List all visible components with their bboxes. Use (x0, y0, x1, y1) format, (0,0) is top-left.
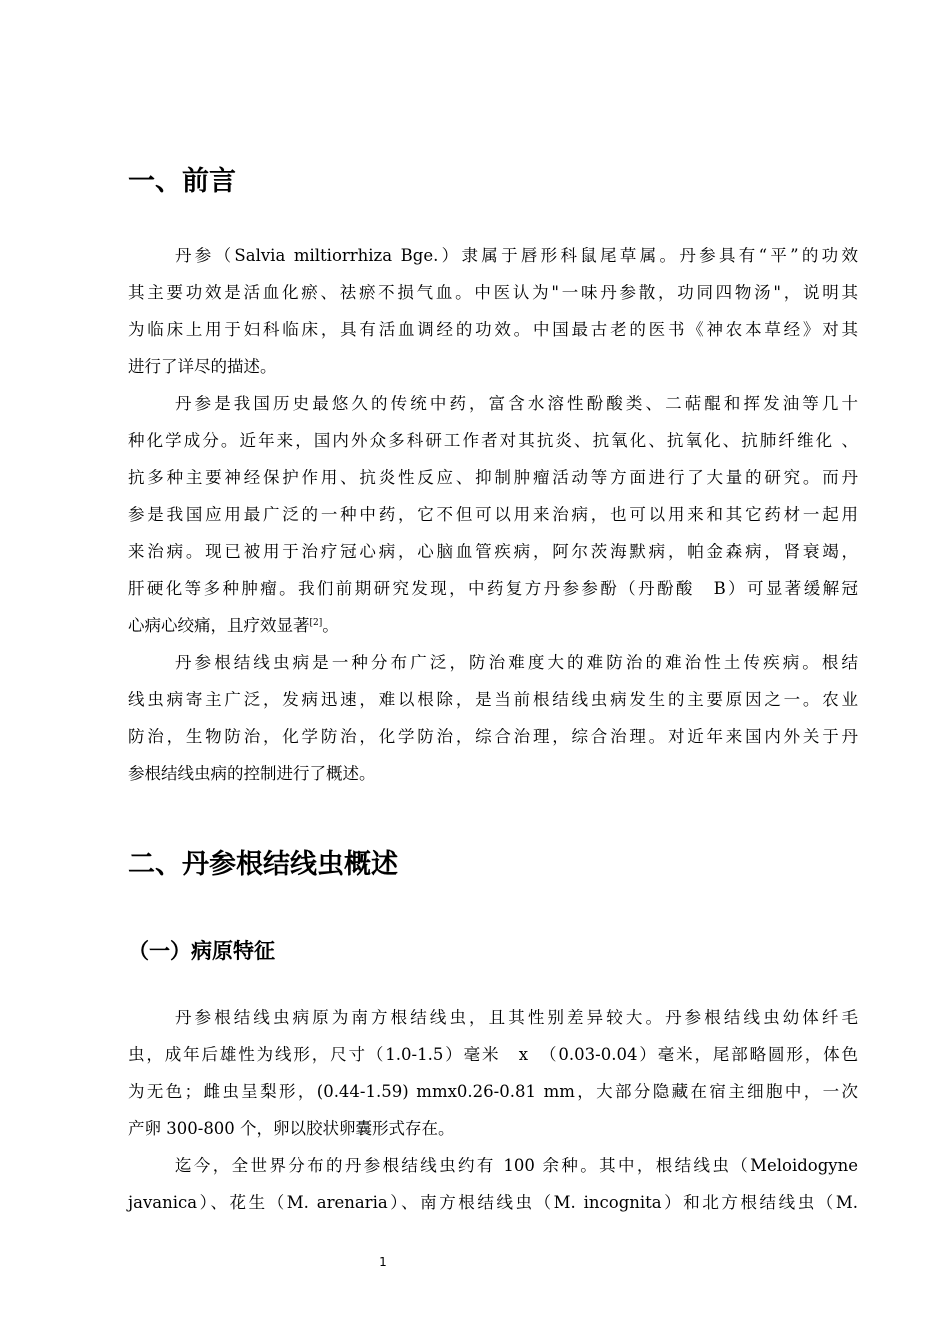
text-line: 抗多种主要神经保护作用、抗炎性反应、抑制肿瘤活动等方面进行了大量的研究。而丹 (128, 468, 858, 487)
text-line: 参根结线虫病的控制进行了概述。 (128, 764, 376, 783)
page-number: 1 (379, 1255, 387, 1269)
paragraph-intro-2 (128, 385, 858, 644)
text-line: 防治，生物防治，化学防治，化学防治，综合治理，综合治理。对近年来国内外关于丹 (128, 727, 858, 746)
text-line: 其主要功效是活血化瘀、祛瘀不损气血。中医认为"一味丹参散，功同四物汤"，说明其 (128, 283, 858, 302)
page-footer (0, 1254, 950, 1270)
text-line-with-citation (128, 607, 858, 644)
text-line: 虫，成年后雄性为线形，尺寸（1.0-1.5）毫米 x （0.03-0.04）毫米，尾部略圆形，体色 (128, 1045, 858, 1064)
text-line: 丹参是我国历史最悠久的传统中药，富含水溶性酚酸类、二萜醌和挥发油等几十 (175, 394, 858, 413)
text-line: 参是我国应用最广泛的一种中药，它不但可以用来治病，也可以用来和其它药材一起用 (128, 505, 858, 524)
subsection-heading-pathogen: （一）病原特征 (128, 939, 275, 963)
text-line: 产卵 300-800 个，卵以胶状卵囊形式存在。 (128, 1119, 455, 1138)
text-line: 丹参（Salvia miltiorrhiza Bge.）隶属于唇形科鼠尾草属。丹参具有“平”的功效 (175, 246, 858, 265)
text-line: 迄今，全世界分布的丹参根结线虫约有 100 余种。其中，根结线虫（Meloidogyne (175, 1156, 858, 1175)
text-line: 肝硬化等多种肿瘤。我们前期研究发现，中药复方丹参参酚（丹酚酸 B）可显著缓解冠 (128, 579, 858, 598)
paragraph-pathogen-2 (128, 1147, 858, 1221)
text-line: 线虫病寄主广泛，发病迅速，难以根除，是当前根结线虫病发生的主要原因之一。农业 (128, 690, 858, 709)
text-line: javanica）、花生（M. arenaria）、南方根结线虫（M. incognita）和北方根结线虫（M. (128, 1193, 858, 1212)
text-segment: 心病心绞痛，且疗效显著 (128, 616, 310, 635)
text-line: 为临床上用于妇科临床，具有活血调经的功效。中国最古老的医书《神农本草经》对其 (128, 320, 858, 339)
paragraph-intro-1 (128, 237, 858, 385)
text-line: 丹参根结线虫病原为南方根结线虫，且其性别差异较大。丹参根结线虫幼体纤毛 (175, 1008, 858, 1027)
section-heading-preface: 一、前言 (128, 166, 236, 197)
paragraph-intro-3 (128, 644, 858, 792)
paragraph-pathogen-1 (128, 999, 858, 1147)
text-segment: 。 (322, 616, 339, 635)
text-line: 为无色；雌虫呈梨形，(0.44-1.59) mmx0.26-0.81 mm，大部分隐藏在宿主细胞中，一次 (128, 1082, 858, 1101)
text-line: 进行了详尽的描述。 (128, 357, 277, 376)
section-heading-overview: 二、丹参根结线虫概述 (128, 849, 398, 880)
text-line: 来治病。现已被用于治疗冠心病，心脑血管疾病，阿尔茨海默病，帕金森病，肾衰竭， (128, 542, 858, 561)
text-line: 丹参根结线虫病是一种分布广泛，防治难度大的难防治的难治性土传疾病。根结 (175, 653, 858, 672)
text-line: 种化学成分。近年来，国内外众多科研工作者对其抗炎、抗氧化、抗氧化、抗肺纤维化 、 (128, 431, 858, 450)
citation-reference: [2] (309, 618, 323, 628)
